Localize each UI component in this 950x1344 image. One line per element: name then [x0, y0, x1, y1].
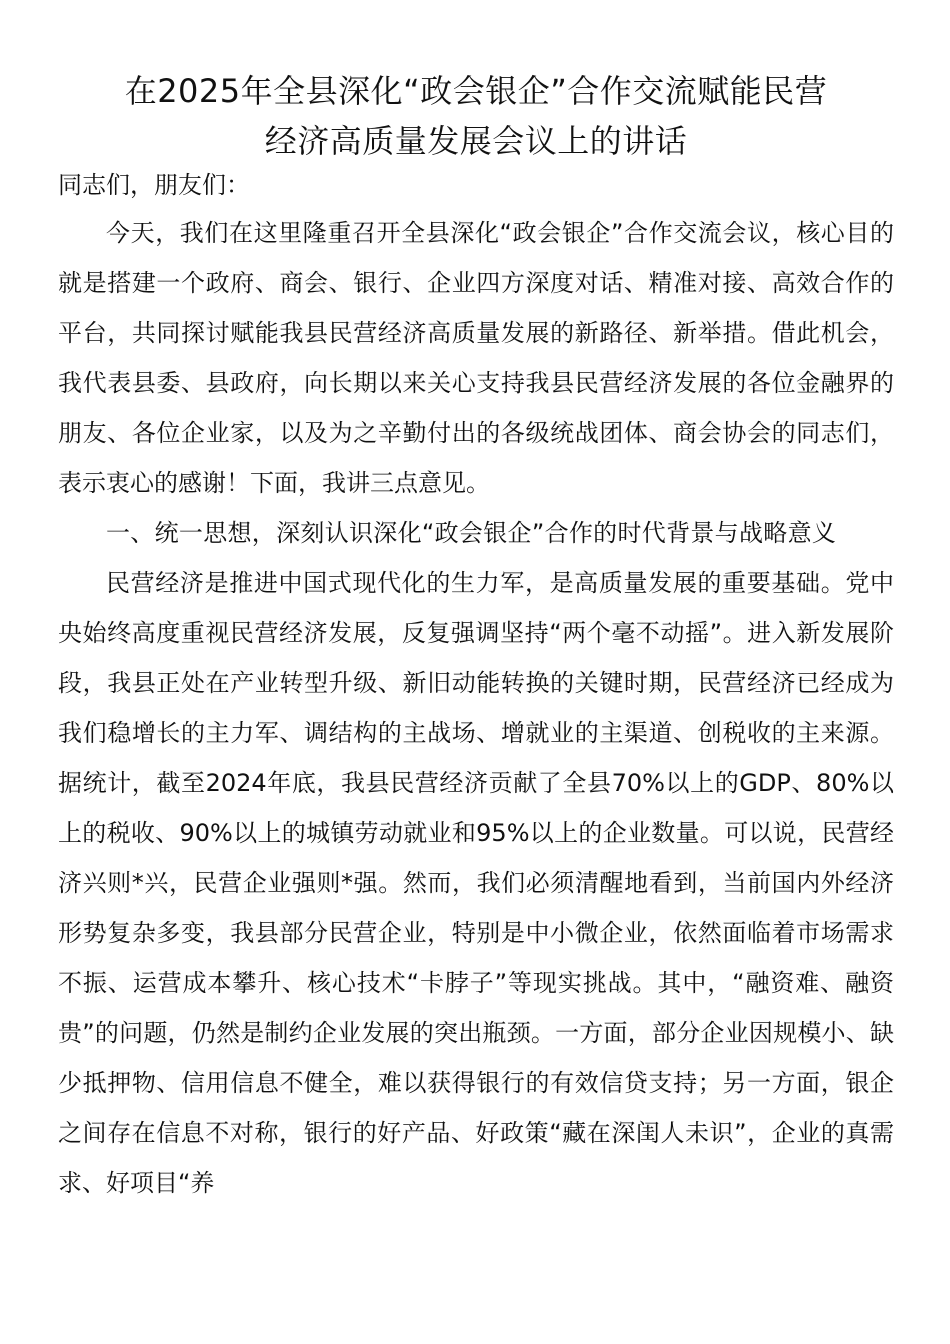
paragraph-background: 民营经济是推进中国式现代化的生力军，是高质量发展的重要基础。党中央始终高度重视民营经济发展，反复强调坚持“两个毫不动摇”。进入新发展阶段，我县正处在产业转型升级、新旧动能转换的关键时期，民营经济已经成为我们稳增长的主力军、调结构的主战场、增就业的主渠道、创税收的主来源。据统计，截至2024年底，我县民营经济贡献了全县70%以上的GDP、80%以上的税收、90%以上的城镇劳动就业和95%以上的企业数量。可以说，民营经济兴则*兴，民营企业强则*强。然而，我们必须清醒地看到，当前国内外经济形势复杂多变，我县部分民营企业，特别是中小微企业，依然面临着市场需求不振、运营成本攀升、核心技术“卡脖子”等现实挑战。其中，“融资难、融资贵”的问题，仍然是制约企业发展的突出瓶颈。一方面，部分企业因规模小、缺少抵押物、信用信息不健全，难以获得银行的有效信贷支持；另一方面，银企之间存在信息不对称，银行的好产品、好政策“藏在深闺人未识”，企业的真需求、好项目“养 [58, 569, 894, 1197]
salutation: 同志们，朋友们： [58, 171, 250, 199]
section-heading-1: 一、统一思想，深刻认识深化“政会银企”合作的时代背景与战略意义 [106, 519, 837, 547]
document-title [58, 66, 894, 166]
document-page [58, 66, 894, 1208]
paragraph-opening: 今天，我们在这里隆重召开全县深化“政会银企”合作交流会议，核心目的就是搭建一个政府、商会、银行、企业四方深度对话、精准对接、高效合作的平台，共同探讨赋能我县民营经济高质量发展的新路径、新举措。借此机会，我代表县委、县政府，向长期以来关心支持我县民营经济发展的各位金融界的朋友、各位企业家，以及为之辛勤付出的各级统战团体、商会协会的同志们，表示衷心的感谢！下面，我讲三点意见。 [58, 219, 894, 497]
title-line-1: 在2025年全县深化“政会银企”合作交流赋能民营 [124, 72, 828, 110]
title-line-2: 经济高质量发展会议上的讲话 [264, 122, 688, 160]
